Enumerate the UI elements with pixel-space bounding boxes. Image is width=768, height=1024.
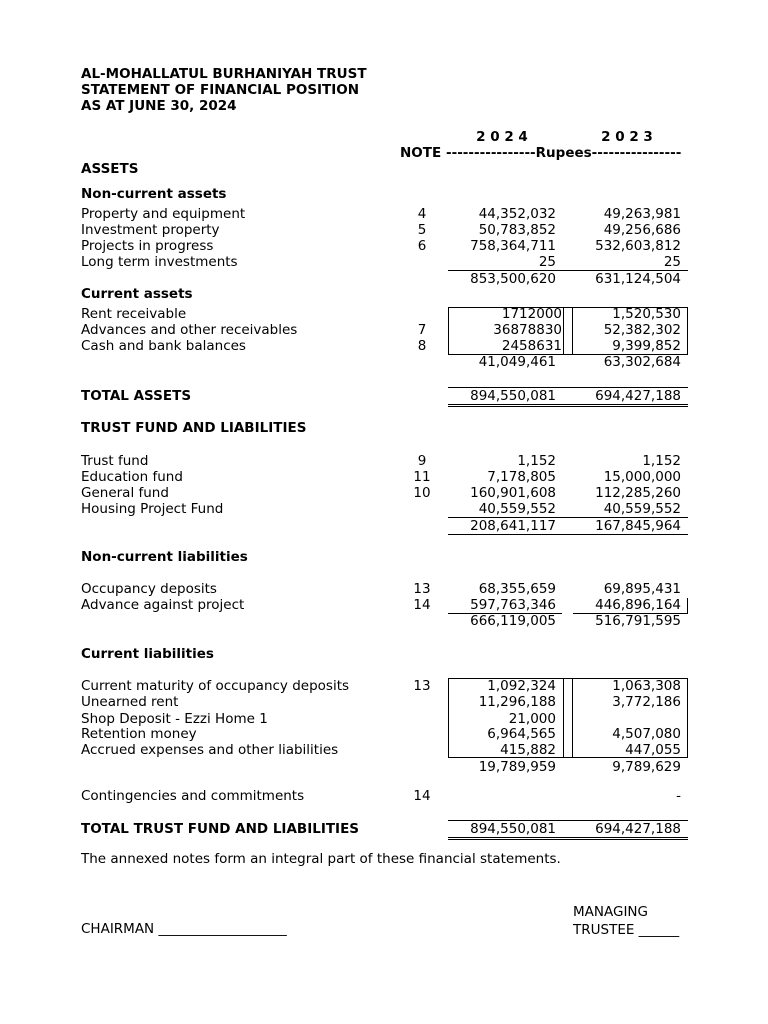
double-rule [448,406,688,407]
box-divider [563,678,564,758]
row-note: 13 [413,581,431,597]
current-liabilities-heading: Current liabilities [81,646,214,662]
row-label: Trust fund [81,453,149,469]
row-note: 14 [413,597,431,613]
row-label: Housing Project Fund [81,501,224,517]
chairman-signature: CHAIRMAN ___________________ [81,921,287,937]
double-rule [448,839,688,840]
row-2024-value: 415,882 [500,742,556,758]
noncurrent-assets-total-2024: 853,500,620 [470,271,556,287]
row-2023-value: 4,507,080 [612,726,681,742]
row-2024-value: 6,964,565 [487,726,556,742]
noncurrent-liabilities-total-2024: 666,119,005 [470,613,556,629]
row-2023-value: 446,896,164 [595,597,681,613]
row-note: 8 [417,338,427,354]
fund-total-2023: 167,845,964 [595,518,681,534]
row-note: 5 [417,222,427,238]
row-2024-value: 68,355,659 [478,581,556,597]
subtotal-rule [448,534,688,535]
row-note: 13 [413,678,431,694]
total-assets-label: TOTAL ASSETS [81,388,192,404]
assets-heading: ASSETS [81,161,139,177]
row-2023-value: 1,520,530 [612,306,681,322]
row-note: 9 [417,453,427,469]
row-label: Investment property [81,222,220,238]
row-2023-value: 1,063,308 [612,678,681,694]
current-assets-total-2023: 63,302,684 [603,354,681,370]
row-label: Occupancy deposits [81,581,217,597]
row-note: 11 [413,469,431,485]
row-2023-value: 1,152 [642,453,681,469]
row-2023-value: 49,256,686 [603,222,681,238]
row-note: 7 [417,322,427,338]
grand-total-label: TOTAL TRUST FUND AND LIABILITIES [81,821,360,837]
row-label: Education fund [81,469,183,485]
row-note: 10 [413,485,431,501]
noncurrent-liabilities-total-2023: 516,791,595 [595,613,681,629]
noncurrent-liabilities-heading: Non-current liabilities [81,549,248,565]
contingencies-note: 14 [413,788,431,804]
fund-total-2024: 208,641,117 [470,518,556,534]
row-2024-value: 160,901,608 [470,485,556,501]
statement-title: STATEMENT OF FINANCIAL POSITION [81,82,360,98]
total-assets-2024: 894,550,081 [470,388,556,404]
row-2023-value: 52,382,302 [603,322,681,338]
row-note: 4 [417,206,427,222]
row-2024-value: 40,559,552 [478,501,556,517]
row-2024-value: 36878830 [493,322,562,338]
grand-total-2023: 694,427,188 [595,821,681,837]
row-label: General fund [81,485,169,501]
row-2024-value: 25 [538,254,556,270]
row-2024-value: 11,296,188 [478,694,556,710]
double-rule [448,837,688,838]
row-label: Advance against project [81,597,245,613]
row-label: Property and equipment [81,206,246,222]
contingencies-2023-value: - [676,788,681,804]
managing-label: MANAGING [573,904,648,920]
row-label: Accrued expenses and other liabilities [81,742,339,758]
row-2024-value: 44,352,032 [478,206,556,222]
row-label: Current maturity of occupancy deposits [81,678,350,694]
row-note: 6 [417,238,427,254]
double-rule [448,404,688,405]
row-label: Advances and other receivables [81,322,298,338]
footnote: The annexed notes form an integral part of these financial statements. [81,851,561,867]
column-rupees: ----------------Rupees---------------- [446,145,682,161]
row-2023-value: 25 [663,254,681,270]
row-2024-value: 1712000 [501,306,562,322]
row-2023-value: 3,772,186 [612,694,681,710]
row-2023-value: 112,285,260 [595,485,681,501]
row-2023-value: 9,399,852 [612,338,681,354]
row-2023-value: 15,000,000 [603,469,681,485]
noncurrent-assets-heading: Non-current assets [81,186,227,202]
column-2024: 2 0 2 4 [476,129,528,145]
row-2024-value: 2458631 [501,338,562,354]
row-2023-value: 69,895,431 [603,581,681,597]
noncurrent-assets-total-2023: 631,124,504 [595,271,681,287]
row-2024-value: 1,152 [517,453,556,469]
row-2024-value: 1,092,324 [487,678,556,694]
row-label: Long term investments [81,254,238,270]
fund-heading: TRUST FUND AND LIABILITIES [81,420,307,436]
row-label: Projects in progress [81,238,214,254]
company-name: AL-MOHALLATUL BURHANIYAH TRUST [81,66,367,82]
row-label: Cash and bank balances [81,338,246,354]
total-assets-2023: 694,427,188 [595,388,681,404]
grand-total-2024: 894,550,081 [470,821,556,837]
column-2023: 2 0 2 3 [601,129,653,145]
current-liabilities-total-2023: 9,789,629 [612,759,681,775]
row-2024-value: 758,364,711 [470,238,556,254]
row-2024-value: 7,178,805 [487,469,556,485]
trustee-signature: TRUSTEE ______ [573,922,680,938]
row-2023-value: 40,559,552 [603,501,681,517]
current-assets-heading: Current assets [81,286,193,302]
row-label: Rent receivable [81,306,187,322]
row-2024-value: 50,783,852 [478,222,556,238]
box-divider [563,307,564,355]
row-2023-value: 49,263,981 [603,206,681,222]
row-2024-value: 21,000 [508,711,556,727]
row-2023-value: 532,603,812 [595,238,681,254]
contingencies-label: Contingencies and commitments [81,788,305,804]
row-2024-value: 597,763,346 [470,597,556,613]
statement-date: AS AT JUNE 30, 2024 [81,98,237,114]
current-assets-total-2024: 41,049,461 [478,354,556,370]
row-label: Shop Deposit - Ezzi Home 1 [81,711,268,727]
row-label: Retention money [81,726,197,742]
row-2023-value: 447,055 [625,742,681,758]
current-liabilities-total-2024: 19,789,959 [478,759,556,775]
row-label: Unearned rent [81,694,179,710]
column-note: NOTE [400,145,442,161]
box-divider [687,598,688,613]
